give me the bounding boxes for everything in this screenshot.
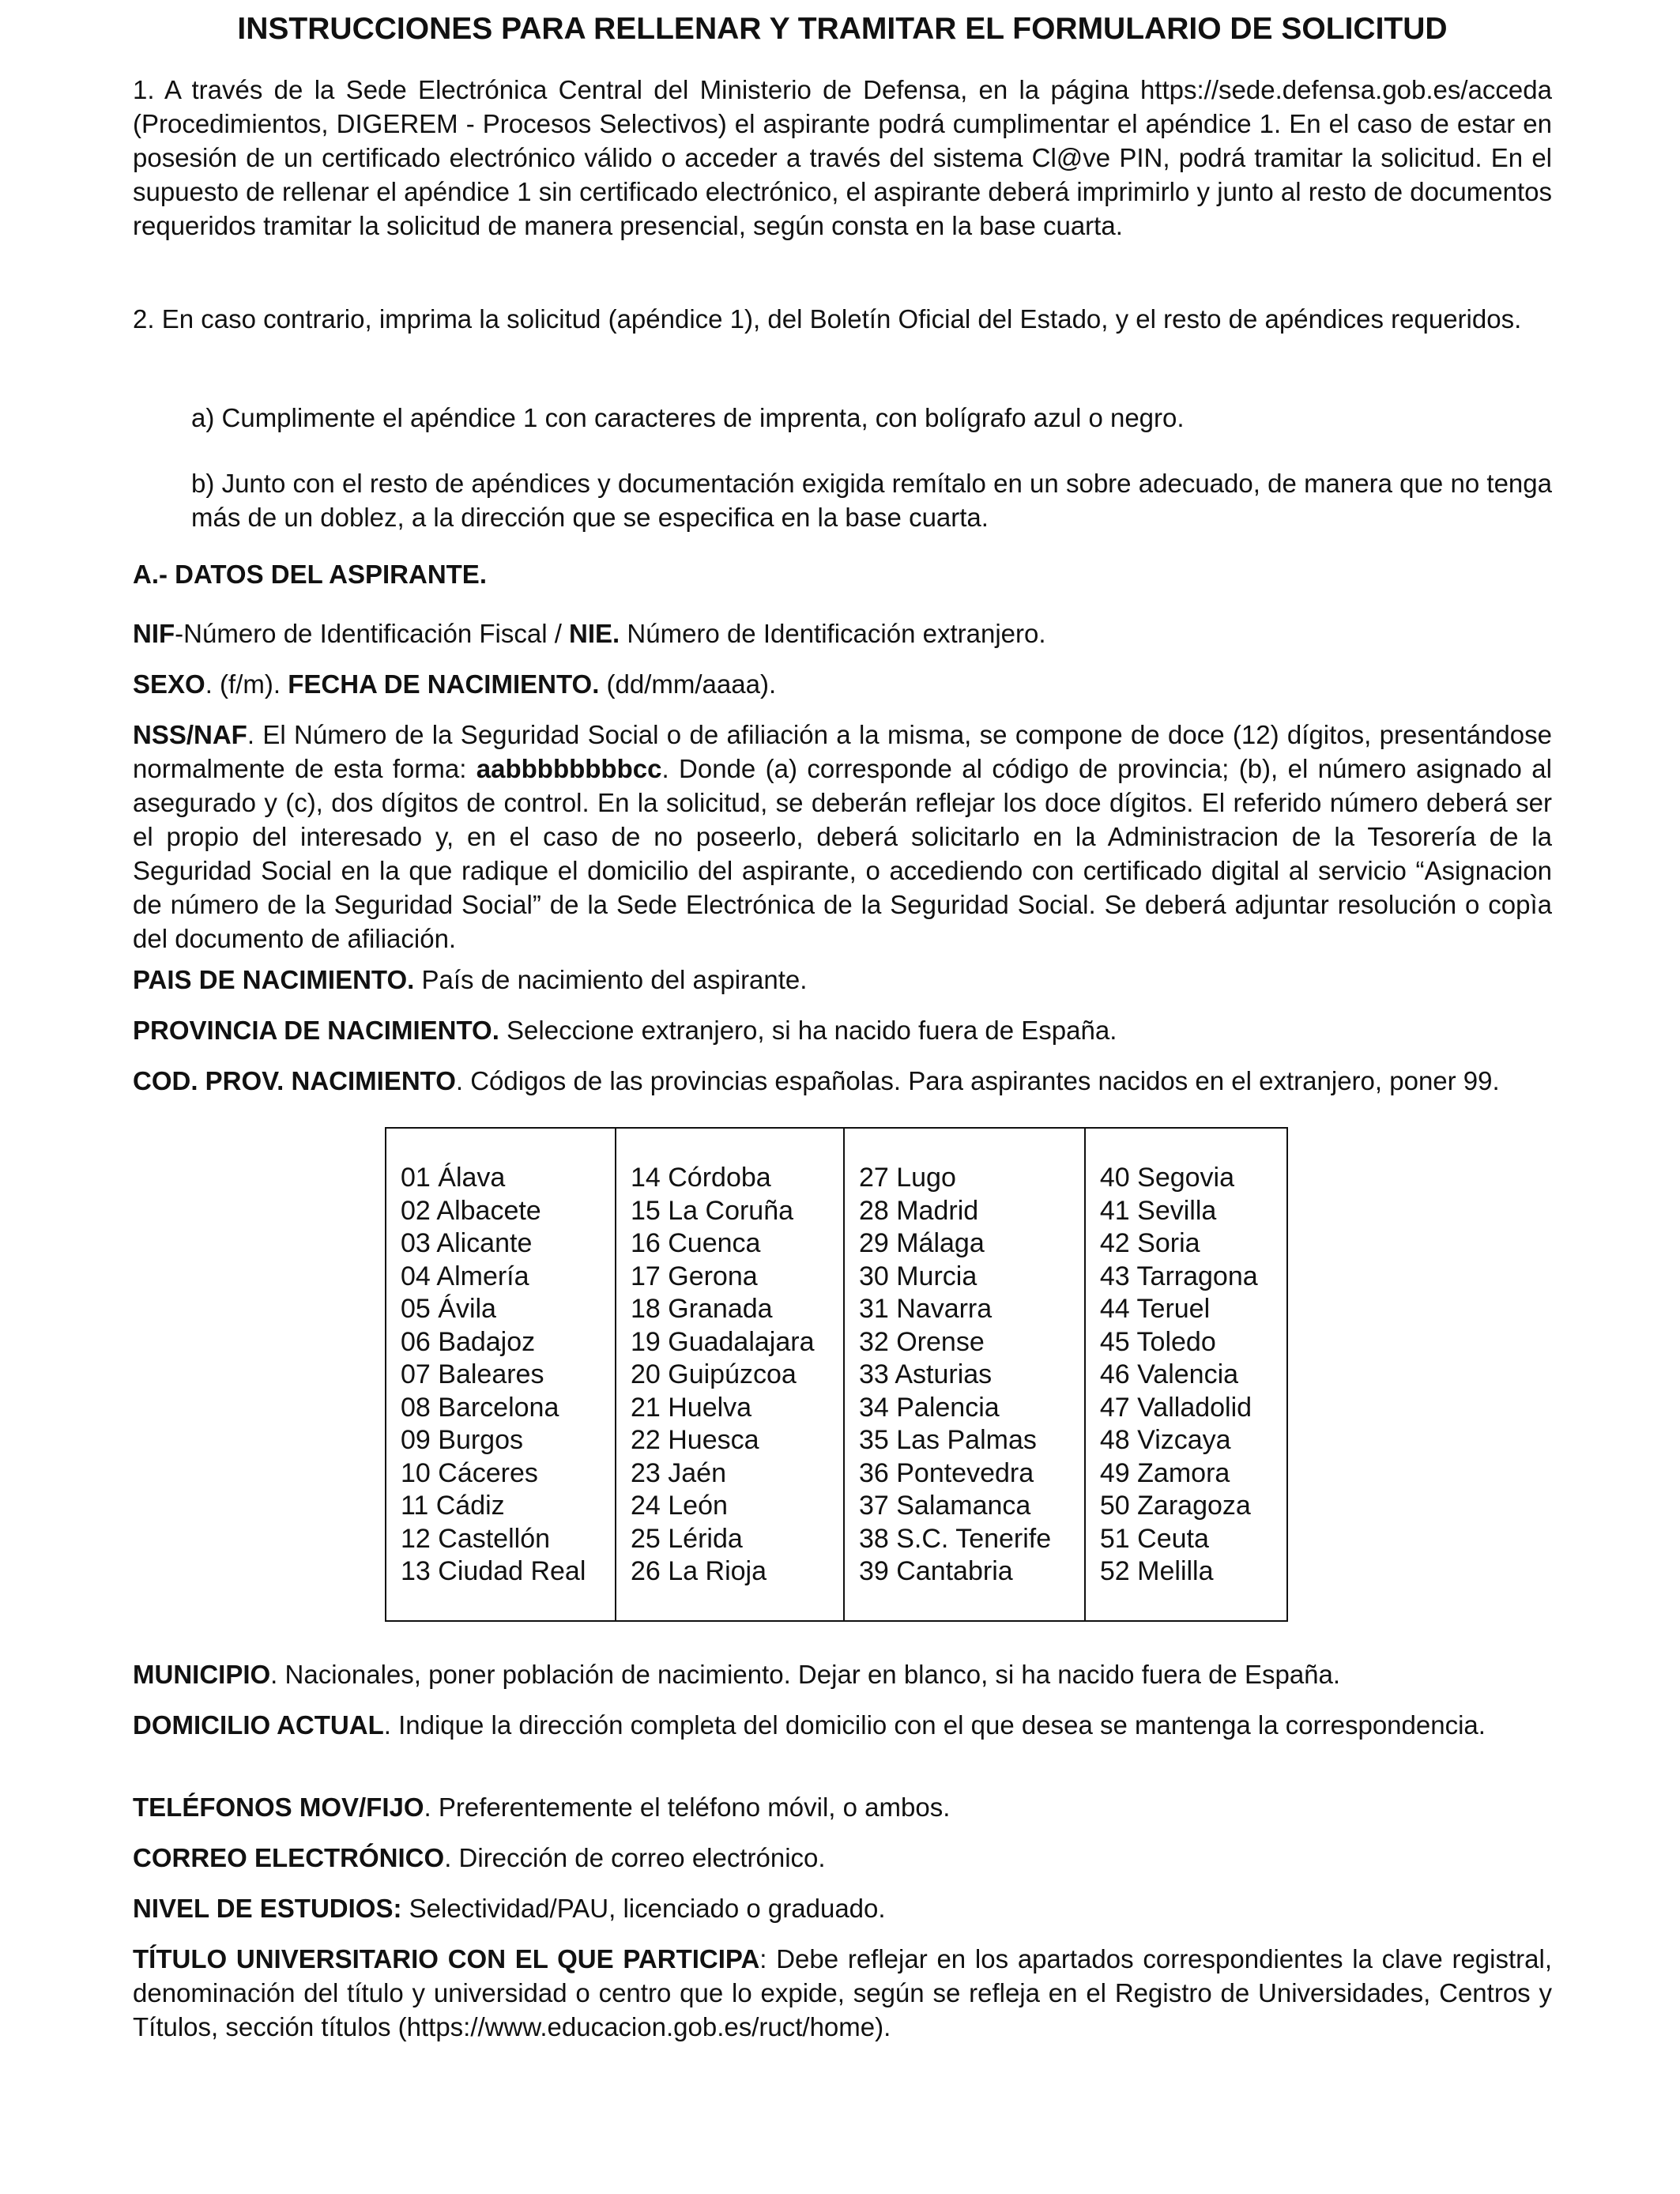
field-correo: CORREO ELECTRÓNICO. Dirección de correo electrónico. xyxy=(133,1843,826,1872)
province-code-entry: 52 Melilla xyxy=(1099,1556,1214,1586)
province-code-entry: 23 Jaén xyxy=(630,1457,726,1488)
province-code-entry: 34 Palencia xyxy=(858,1392,1000,1423)
province-codes-table xyxy=(385,1127,1288,1622)
province-code-entry: 30 Murcia xyxy=(858,1261,977,1291)
province-code-entry: 09 Burgos xyxy=(401,1425,523,1455)
province-code-entry: 37 Salamanca xyxy=(858,1491,1031,1521)
province-code-entry: 11 Cádiz xyxy=(401,1491,505,1521)
province-code-entry: 02 Albacete xyxy=(401,1195,541,1226)
province-code-entry: 19 Guadalajara xyxy=(630,1326,815,1357)
province-codes-column xyxy=(1086,1129,1286,1620)
province-code-entry: 45 Toledo xyxy=(1099,1326,1216,1357)
province-code-entry: 50 Zaragoza xyxy=(1099,1491,1251,1521)
intro-paragraph-2: 2. En caso contrario, imprima la solicitud (apéndice 1), del Boletín Oficial del Estado, y el resto de apéndices requeridos. xyxy=(133,304,1522,334)
province-code-entry: 06 Badajoz xyxy=(401,1326,536,1357)
field-municipio: MUNICIPIO. Nacionales, poner población de nacimiento. Dejar en blanco, si ha nacido fuera de España. xyxy=(133,1660,1341,1689)
province-code-entry: 32 Orense xyxy=(858,1326,985,1357)
field-domicilio: DOMICILIO ACTUAL. Indique la dirección completa del domicilio con el que desea se mantenga la correspondencia. xyxy=(133,1710,1486,1740)
province-codes-column xyxy=(616,1129,845,1620)
province-code-entry: 44 Teruel xyxy=(1099,1294,1211,1324)
field-cod-prov: COD. PROV. NACIMIENTO. Códigos de las provincias españolas. Para aspirantes nacidos en el extranjero, poner 99. xyxy=(133,1066,1500,1095)
province-code-entry: 35 Las Palmas xyxy=(858,1425,1037,1455)
province-code-entry: 24 León xyxy=(630,1491,728,1521)
province-code-entry: 42 Soria xyxy=(1099,1228,1200,1258)
province-codes-column xyxy=(845,1129,1086,1620)
province-code-entry: 41 Sevilla xyxy=(1099,1195,1217,1226)
field-telefonos: TELÉFONOS MOV/FIJO. Preferentemente el teléfono móvil, o ambos. xyxy=(133,1793,951,1822)
section-heading-a: A.- DATOS DEL ASPIRANTE. xyxy=(133,560,487,589)
province-code-entry: 26 La Rioja xyxy=(630,1556,767,1586)
province-code-entry: 46 Valencia xyxy=(1099,1359,1239,1389)
province-code-entry: 27 Lugo xyxy=(858,1163,956,1193)
province-code-entry: 20 Guipúzcoa xyxy=(630,1359,797,1389)
province-code-entry: 40 Segovia xyxy=(1099,1163,1235,1193)
province-code-entry: 08 Barcelona xyxy=(401,1392,559,1423)
province-code-entry: 49 Zamora xyxy=(1099,1457,1230,1488)
province-code-entry: 22 Huesca xyxy=(630,1425,759,1455)
province-code-entry: 25 Lérida xyxy=(630,1523,743,1554)
field-nivel-estudios: NIVEL DE ESTUDIOS: Selectividad/PAU, licenciado o graduado. xyxy=(133,1894,886,1923)
field-pais: PAIS DE NACIMIENTO. País de nacimiento del aspirante. xyxy=(133,965,808,994)
province-code-entry: 13 Ciudad Real xyxy=(401,1556,586,1586)
province-code-entry: 14 Córdoba xyxy=(630,1163,771,1193)
province-code-entry: 05 Ávila xyxy=(401,1294,496,1324)
province-code-entry: 51 Ceuta xyxy=(1099,1523,1209,1554)
province-code-entry: 28 Madrid xyxy=(858,1195,979,1226)
province-code-entry: 12 Castellón xyxy=(401,1523,551,1554)
field-provincia: PROVINCIA DE NACIMIENTO. Seleccione extranjero, si ha nacido fuera de España. xyxy=(133,1016,1117,1045)
province-code-entry: 16 Cuenca xyxy=(630,1228,761,1258)
province-code-entry: 04 Almería xyxy=(401,1261,529,1291)
page-title: INSTRUCCIONES PARA RELLENAR Y TRAMITAR EL FORMULARIO DE SOLICITUD xyxy=(237,12,1448,46)
province-code-entry: 33 Asturias xyxy=(858,1359,993,1389)
province-code-entry: 21 Huelva xyxy=(630,1392,752,1423)
province-code-entry: 03 Alicante xyxy=(401,1228,533,1258)
province-code-entry: 17 Gerona xyxy=(630,1261,758,1291)
field-titulo-universitario: TÍTULO UNIVERSITARIO CON EL QUE PARTICIPA: Debe reflejar en los apartados correspondientes la clave registral, denominación del título y universidad o centro que lo expide, según se refleja en el Registro de Universidades, Centros y Títulos, sección títulos (https://www.educacion.gob.es/ruct/home). xyxy=(133,1944,1552,2041)
province-code-entry: 29 Málaga xyxy=(858,1228,985,1258)
province-code-entry: 07 Baleares xyxy=(401,1359,544,1389)
province-code-entry: 15 La Coruña xyxy=(630,1195,794,1226)
province-code-entry: 10 Cáceres xyxy=(401,1457,538,1488)
field-nif: NIF-Número de Identificación Fiscal / NIE. Número de Identificación extranjero. xyxy=(133,619,1046,648)
province-code-entry: 47 Valladolid xyxy=(1099,1392,1252,1423)
province-codes-column xyxy=(386,1129,616,1620)
province-code-entry: 36 Pontevedra xyxy=(858,1457,1034,1488)
province-code-entry: 38 S.C. Tenerife xyxy=(858,1523,1052,1554)
province-code-entry: 39 Cantabria xyxy=(858,1556,1013,1586)
field-sexo-fecha: SEXO. (f/m). FECHA DE NACIMIENTO. (dd/mm/aaaa). xyxy=(133,669,777,699)
province-code-entry: 31 Navarra xyxy=(858,1294,993,1324)
province-code-entry: 18 Granada xyxy=(630,1294,773,1324)
field-nss: NSS/NAF. El Número de la Seguridad Social o de afiliación a la misma, se compone de doce (12) dígitos, presentándose normalmente de esta forma: aabbbbbbbbcc. Donde (a) corresponde al código de provincia; (b), el número asignado al asegurado y (c), dos dígitos de control. En la solicitud, se deberán reflejar los doce dígitos. El referido número deberá ser el propio del interesado y, en el caso de no poseerlo, deberá solicitarlo en la Administracion de la Tesorería de la Seguridad Social en la que radique el domicilio del aspirante, o accediendo con certificado digital al servicio “Asignacion de número de la Seguridad Social” de la Sede Electrónica de la Seguridad Social. Se deberá adjuntar resolución o copìa del documento de afiliación. xyxy=(133,720,1552,953)
province-code-entry: 48 Vizcaya xyxy=(1099,1425,1231,1455)
intro-item-a: a) Cumplimente el apéndice 1 con caracteres de imprenta, con bolígrafo azul o negro. xyxy=(191,403,1185,432)
intro-item-b: b) Junto con el resto de apéndices y documentación exigida remítalo en un sobre adecuado, de manera que no tenga más de un doblez, a la dirección que se especifica en la base cuarta. xyxy=(191,469,1552,532)
province-code-entry: 01 Álava xyxy=(401,1163,506,1193)
province-code-entry: 43 Tarragona xyxy=(1099,1261,1258,1291)
intro-paragraph-1: 1. A través de la Sede Electrónica Central del Ministerio de Defensa, en la página https://sede.defensa.gob.es/acceda (Procedimientos, DIGEREM - Procesos Selectivos) el aspirante podrá cumplimentar el apéndice 1. En el caso de estar en posesión de un certificado electrónico válido o acceder a través del sistema Cl@ve PIN, podrá tramitar la solicitud. En el supuesto de rellenar el apéndice 1 sin certificado electrónico, el aspirante deberá imprimirlo y junto al resto de documentos requeridos tramitar la solicitud de manera presencial, según consta en la base cuarta. xyxy=(133,75,1552,240)
